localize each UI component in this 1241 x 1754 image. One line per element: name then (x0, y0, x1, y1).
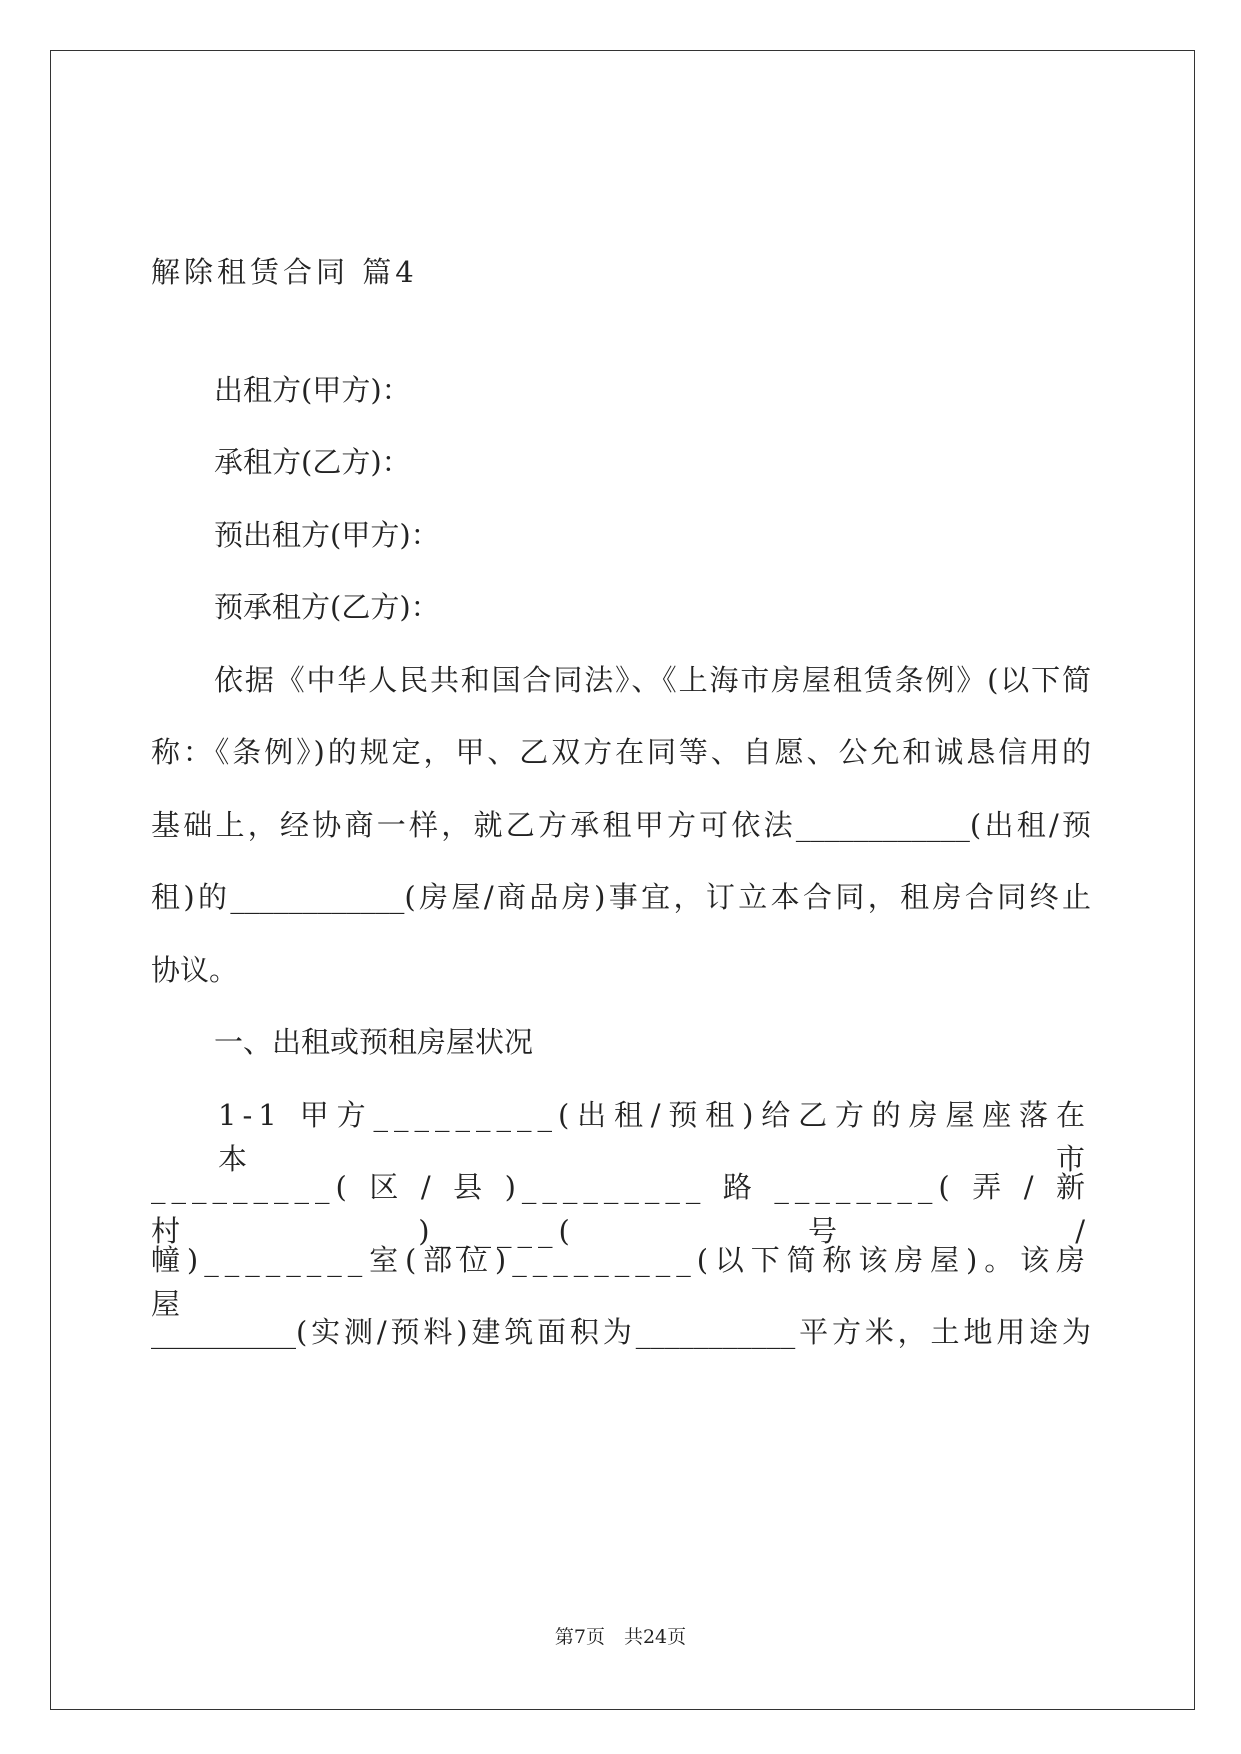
paragraph-line: 基础上，经协商一样，就乙方承租甲方可依法____________(出租/预 (151, 808, 1091, 842)
section-line: __________(实测/预料)建筑面积为___________平方米，土地用途为 (151, 1315, 1091, 1349)
paragraph-line: 称：《条例》)的规定，甲、乙双方在同等、自愿、公允和诚恳信用的 (151, 735, 1091, 769)
party-pre-lessee: 预承租方(乙方)： (214, 590, 440, 624)
party-lessor: 出租方(甲方)： (214, 373, 411, 407)
section-line: _________(区/县)_________路________(弄/新村)______(号/ (151, 1170, 1091, 1248)
section-line: 幢)________室(部位)_________(以下简称该房屋)。该房屋 (151, 1243, 1091, 1321)
section-line: 1-1 甲方_________(出租/预租)给乙方的房屋座落在本市 (218, 1098, 1091, 1176)
party-lessee: 承租方(乙方)： (214, 445, 411, 479)
paragraph-line: 协议。 (151, 953, 239, 987)
section-heading: 一、出租或预租房屋状况 (214, 1025, 534, 1059)
paragraph-line: 租)的____________(房屋/商品房)事宜，订立本合同，租房合同终止 (151, 880, 1091, 914)
party-pre-lessor: 预出租方(甲方)： (214, 518, 440, 552)
document-title: 解除租赁合同 篇4 (151, 255, 418, 289)
page-number: 第7页 共24页 (554, 1626, 687, 1648)
paragraph-line: 依据《中华人民共和国合同法》、《上海市房屋租赁条例》(以下简 (214, 663, 1091, 697)
